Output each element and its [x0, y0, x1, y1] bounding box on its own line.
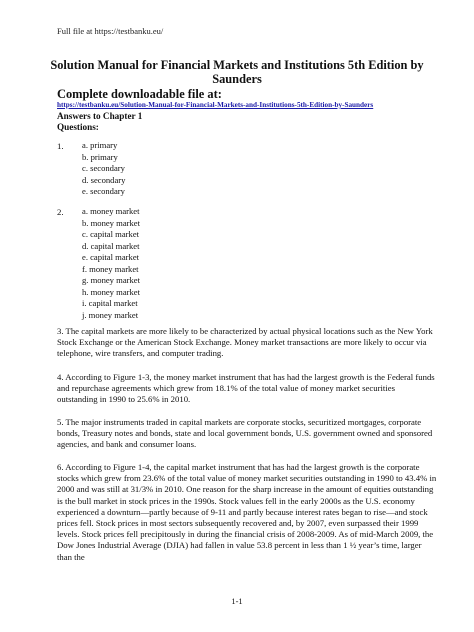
list-item: d. secondary	[82, 174, 126, 185]
page-number: 1-1	[231, 596, 243, 606]
question-1-answers	[82, 140, 125, 198]
document-title: Solution Manual for Financial Markets and Institutions 5th Edition by Saunders	[50, 58, 424, 86]
question-2-number: 2.	[57, 207, 64, 217]
list-item: a. money market	[82, 206, 140, 216]
list-item: c. secondary	[82, 163, 125, 173]
answer-5-paragraph: 5. The major instruments traded in capital markets are corporate stocks, securitized mortgages, corporate bonds, Treasury notes and bonds, state and local government bonds, U.S. government owned and sponsored agencies, and bank and consumer loans.	[57, 417, 433, 450]
answer-3-paragraph: 3. The capital markets are more likely to be characterized by actual physical locations such as the New York Stock Exchange or the American Stock Exchange. Money market transactions are more likely to occur via telephone, wire transfers, and computer trading.	[57, 326, 433, 359]
list-item: e. secondary	[82, 186, 125, 196]
answer-4-paragraph: 4. According to Figure 1-3, the money market instrument that has had the largest growth is the Federal funds and repurchase agreements which grew from 18.1% of the total value of money market securities outstanding in 1990 to 25.6% in 2010.	[57, 372, 435, 405]
list-item: b. primary	[82, 151, 118, 162]
header-note: Full file at https://testbanku.eu/	[57, 26, 164, 36]
list-item: d. capital market	[82, 240, 140, 251]
question-2-answers	[82, 206, 140, 321]
list-item: i. capital market	[82, 298, 138, 308]
list-item: g. money market	[82, 275, 140, 285]
list-item: f. money market	[82, 263, 139, 274]
list-item: b. money market	[82, 217, 140, 228]
download-heading: Complete downloadable file at:	[57, 87, 222, 101]
answer-6-paragraph: 6. According to Figure 1-4, the capital market instrument that has had the largest growth is the corporate stocks which grew from 23.6% of the total value of money market securities outstanding in 1990 to 43.4% in 2000 and was still at 31/3% in 2010. One reason for the sharp increase in the amount of equities outstanding is the bull market in stock prices in the 1990s. Stock values fell in the early 2000s as the U.S. economy experienced a downturn—partly because of 9-11 and partly because interest rates began to rise—and stock prices fell. Stock prices in most sectors subsequently recovered and, by 2007, even surpassed their 1999 levels. Stock prices fell precipitously in during the financial crisis of 2008-2009. As of mid-March 2009, the Dow Jones Industrial Average (DJIA) had fallen in value 53.8 percent in less than 1 ½ year’s time, larger than the	[57, 462, 437, 562]
list-item: a. primary	[82, 140, 118, 150]
list-item: e. capital market	[82, 252, 140, 262]
list-item: c. capital market	[82, 229, 140, 239]
question-1-number: 1.	[57, 141, 64, 151]
answers-heading: Answers to Chapter 1	[57, 111, 143, 121]
download-link[interactable]: https://testbanku.eu/Solution-Manual-for-Financial-Markets-and-Institutions-5th-Edition-by-Saunders	[57, 101, 374, 109]
list-item: h. money market	[82, 286, 140, 297]
list-item: j. money market	[82, 309, 139, 320]
questions-label: Questions:	[57, 122, 99, 132]
